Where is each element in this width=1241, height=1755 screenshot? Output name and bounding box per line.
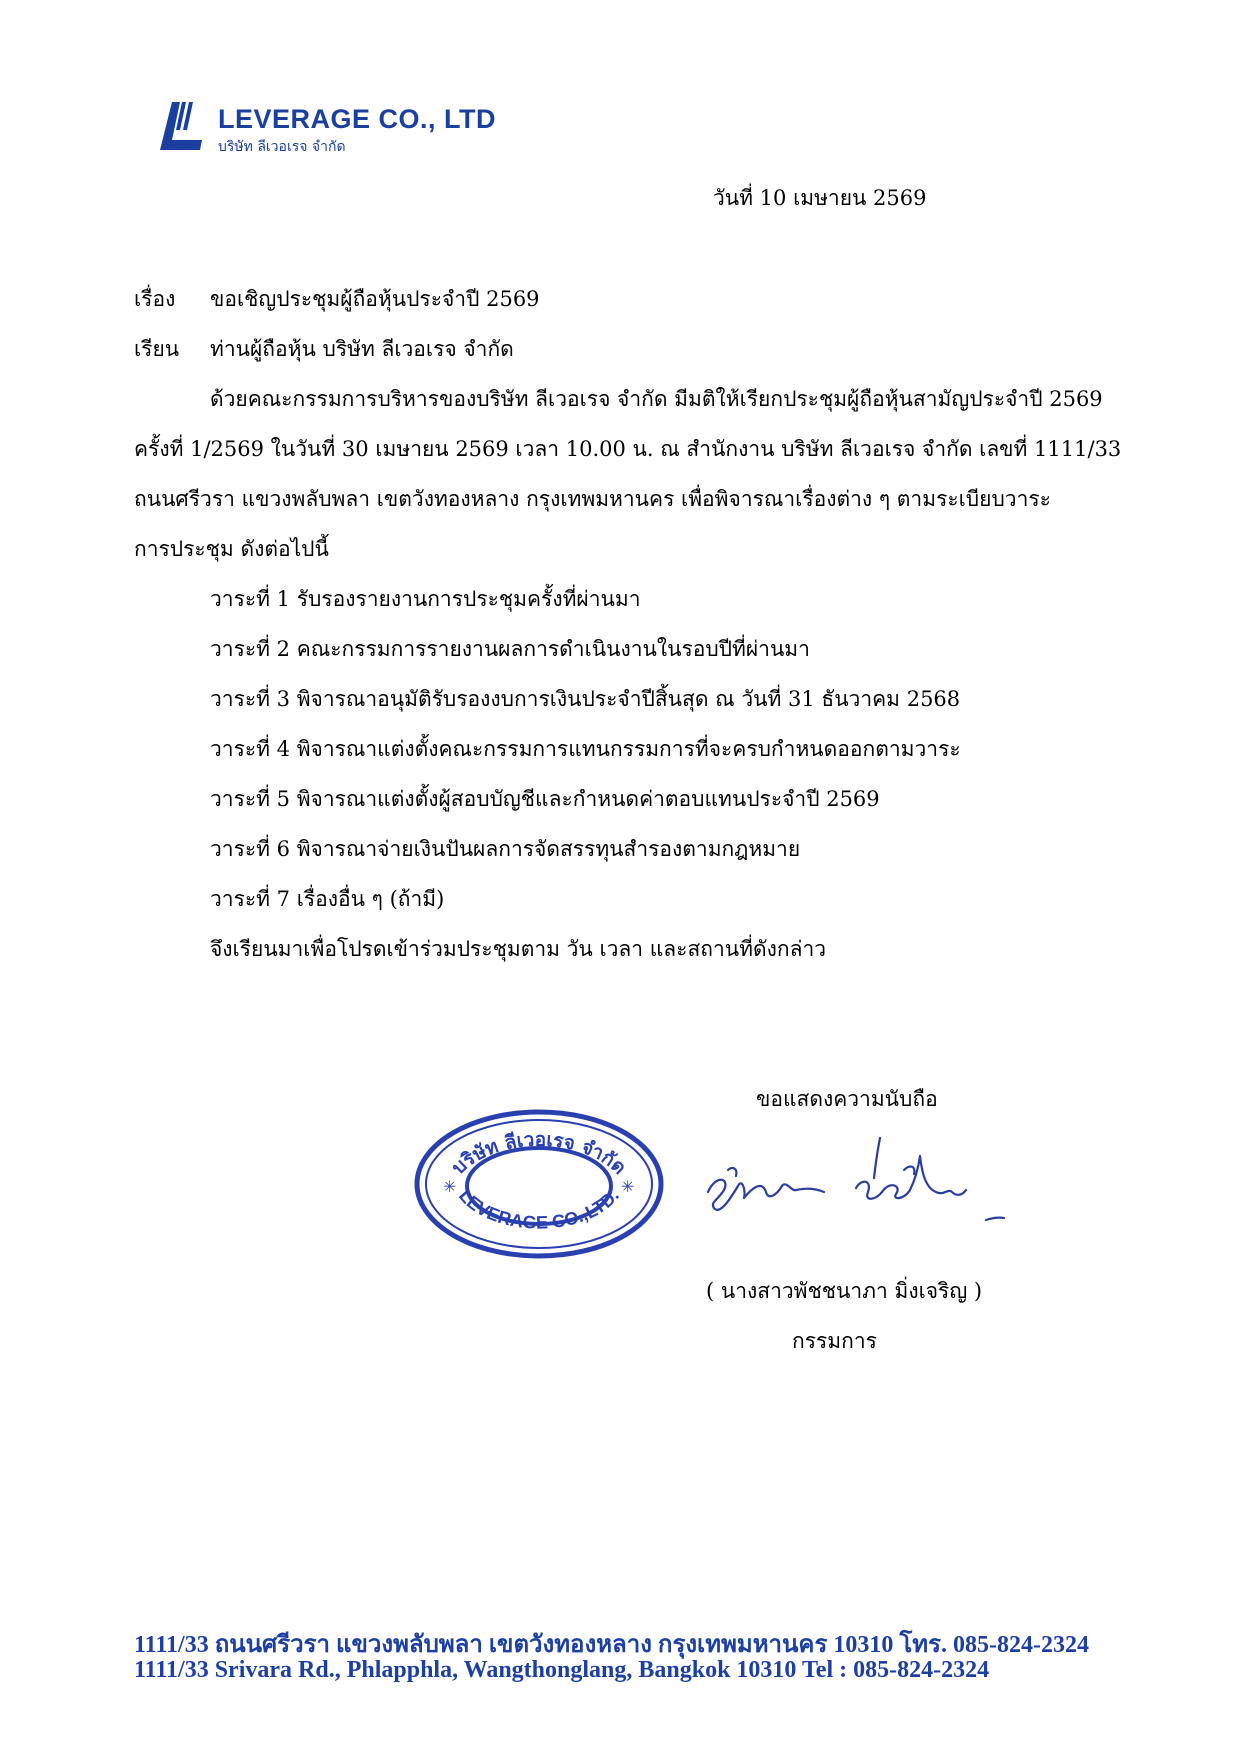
regards-text: ขอแสดงความนับถือ [756,1087,938,1111]
agenda-item-text: พิจารณาแต่งตั้งคณะกรรมการแทนกรรมการที่จะครบกำหนดออกตามวาระ [296,737,961,761]
recipient-text: ท่านผู้ถือหุ้น บริษัท ลีเวอเรจ จำกัด [210,337,514,361]
agenda-item-text: พิจารณาอนุมัติรับรองงบการเงินประจำปีสิ้นสุด ณ วันที่ 31 ธันวาคม 2568 [296,687,961,711]
subject-label: เรื่อง [134,287,176,311]
company-logo [158,100,497,156]
body-line-4: การประชุม ดังต่อไปนี้ [134,537,329,561]
agenda-item [210,585,1060,635]
agenda-item-text: พิจารณาจ่ายเงินปันผลการจัดสรรทุนสำรองตามกฎหมาย [296,837,801,861]
company-seal [413,1108,665,1260]
agenda-item-label: วาระที่ 6 [210,837,291,861]
agenda-item [210,785,1060,835]
body-line-1: ด้วยคณะกรรมการบริหารของบริษัท ลีเวอเรจ จำกัด มีมติให้เรียกประชุมผู้ถือหุ้นสามัญประจำปี 2569 [210,387,1103,411]
seal-text-en: LEVERAGE CO.,LTD. [455,1185,623,1233]
svg-text:LEVERAGE CO.,LTD. [455,1186,623,1233]
letter-date: วันที่ 10 เมษายน 2569 [713,186,927,210]
agenda-list [210,585,1060,935]
closing-text: จึงเรียนมาเพื่อโปรดเข้าร่วมประชุมตาม วัน เวลา และสถานที่ดังกล่าว [210,937,827,961]
agenda-item [210,685,1060,735]
logo-mark-icon [158,100,206,152]
handwritten-signature [696,1130,1016,1270]
signer-title: กรรมการ [792,1329,877,1353]
agenda-item-text: คณะกรรมการรายงานผลการดำเนินงานในรอบปีที่ผ่านมา [296,637,810,661]
agenda-item [210,635,1060,685]
subject-text: ขอเชิญประชุมผู้ถือหุ้นประจำปี 2569 [210,287,540,311]
signature-icon [696,1130,1016,1270]
seal-text-th: บริษัท ลีเวอเรจ จำกัด [447,1128,631,1179]
body-line-2: ครั้งที่ 1/2569 ในวันที่ 30 เมษายน 2569 เวลา 10.00 น. ณ สำนักงาน บริษัท ลีเวอเรจ จำกัด เลขที่ 1111/33 [134,437,1122,461]
agenda-item [210,885,1060,935]
svg-text:✳: ✳ [443,1177,457,1196]
agenda-item-label: วาระที่ 2 [210,637,291,661]
seal-stamp-icon [413,1108,665,1260]
agenda-item-label: วาระที่ 4 [210,737,291,761]
agenda-item-label: วาระที่ 3 [210,687,291,711]
agenda-item-label: วาระที่ 1 [210,587,291,611]
agenda-item [210,835,1060,885]
signer-name: ( นางสาวพัชชนาภา มิ่งเจริญ ) [706,1279,983,1303]
footer-address-en: 1111/33 Srivara Rd., Phlapphla, Wangthonglang, Bangkok 10310 Tel : 085-824-2324 [134,1657,990,1683]
svg-text:บริษัท ลีเวอเรจ จำกัด [448,1129,631,1179]
agenda-item-label: วาระที่ 5 [210,787,291,811]
logo-company-name-th: บริษัท ลีเวอเรจ จำกัด [218,139,346,155]
body-line-3: ถนนศรีวรา แขวงพลับพลา เขตวังทองหลาง กรุงเทพมหานคร เพื่อพิจารณาเรื่องต่าง ๆ ตามระเบียบวาระ [134,487,1051,511]
agenda-item [210,735,1060,785]
svg-text:✳: ✳ [621,1177,635,1196]
recipient-label: เรียน [134,337,180,361]
logo-company-name-en: LEVERAGE CO., LTD [218,104,497,134]
agenda-item-text: เรื่องอื่น ๆ (ถ้ามี) [296,887,445,911]
agenda-item-text: พิจารณาแต่งตั้งผู้สอบบัญชีและกำหนดค่าตอบแทนประจำปี 2569 [296,787,880,811]
agenda-item-text: รับรองรายงานการประชุมครั้งที่ผ่านมา [296,587,641,611]
footer-address-th: 1111/33 ถนนศรีวรา แขวงพลับพลา เขตวังทองหลาง กรุงเทพมหานคร 10310 โทร. 085-824-2324 [134,1632,1089,1658]
agenda-item-label: วาระที่ 7 [210,887,291,911]
